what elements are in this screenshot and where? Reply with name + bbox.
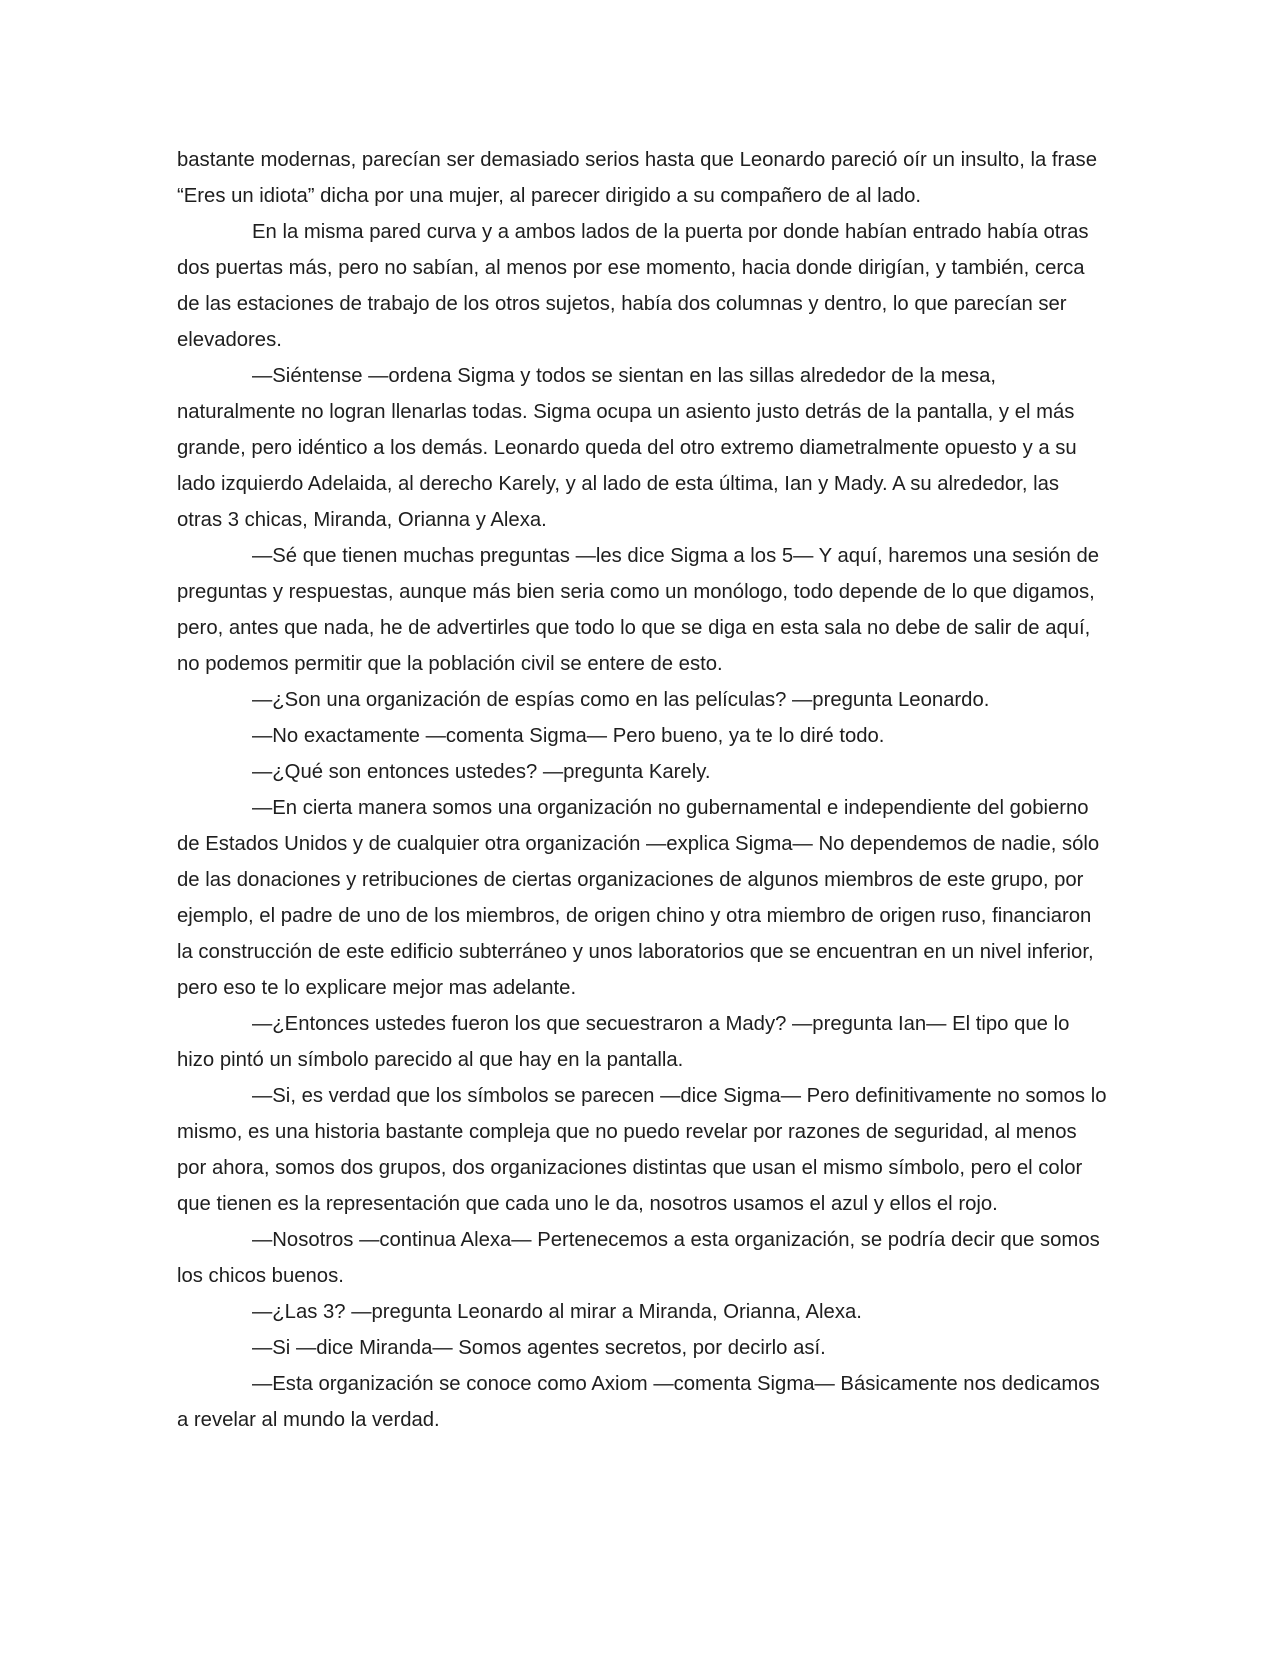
document-page [177,142,1107,1438]
paragraph: —Siéntense —ordena Sigma y todos se sientan en las sillas alrededor de la mesa, naturalmente no logran llenarlas todas. Sigma ocupa un asiento justo detrás de la pantalla, y el más grande, pero idéntico a los demás. Leonardo queda del otro extremo diametralmente opuesto y a su lado izquierdo Adelaida, al derecho Karely, y al lado de esta última, Ian y Mady. A su alrededor, las otras 3 chicas, Miranda, Orianna y Alexa. [177,365,1077,531]
paragraph: En la misma pared curva y a ambos lados de la puerta por donde habían entrado había otras dos puertas más, pero no sabían, al menos por ese momento, hacia donde dirigían, y también, cerca de las estaciones de trabajo de los otros sujetos, había dos columnas y dentro, lo que parecían ser elevadores. [177,221,1089,351]
paragraph: —En cierta manera somos una organización no gubernamental e independiente del gobierno de Estados Unidos y de cualquier otra organización —explica Sigma— No dependemos de nadie, sólo de las donaciones y retribuciones de ciertas organizaciones de algunos miembros de este grupo, por ejemplo, el padre de uno de los miembros, de origen chino y otra miembro de origen ruso, financiaron la construcción de este edificio subterráneo y unos laboratorios que se encuentran en un nivel inferior, pero eso te lo explicare mejor mas adelante. [177,797,1100,999]
paragraph: —¿Son una organización de espías como en las películas? —pregunta Leonardo. [252,689,990,711]
paragraph: —No exactamente —comenta Sigma— Pero bueno, ya te lo diré todo. [252,725,885,747]
paragraph: —Nosotros —continua Alexa— Pertenecemos a esta organización, se podría decir que somos los chicos buenos. [177,1229,1100,1287]
paragraph: —Esta organización se conoce como Axiom —comenta Sigma— Básicamente nos dedicamos a revelar al mundo la verdad. [177,1373,1100,1431]
paragraph: —¿Qué son entonces ustedes? —pregunta Karely. [252,761,711,783]
paragraph: —Si, es verdad que los símbolos se parecen —dice Sigma— Pero definitivamente no somos lo mismo, es una historia bastante compleja que no puedo revelar por razones de seguridad, al menos por ahora, somos dos grupos, dos organizaciones distintas que usan el mismo símbolo, pero el color que tienen es la representación que cada uno le da, nosotros usamos el azul y ellos el rojo. [177,1085,1107,1215]
paragraph: —¿Entonces ustedes fueron los que secuestraron a Mady? —pregunta Ian— El tipo que lo hizo pintó un símbolo parecido al que hay en la pantalla. [177,1013,1070,1071]
paragraph: —¿Las 3? —pregunta Leonardo al mirar a Miranda, Orianna, Alexa. [252,1301,862,1323]
paragraph: —Si —dice Miranda— Somos agentes secretos, por decirlo así. [252,1337,826,1359]
paragraph-continuation: bastante modernas, parecían ser demasiado serios hasta que Leonardo pareció oír un insulto, la frase “Eres un idiota” dicha por una mujer, al parecer dirigido a su compañero de al lado. [177,149,1097,207]
paragraph: —Sé que tienen muchas preguntas —les dice Sigma a los 5— Y aquí, haremos una sesión de preguntas y respuestas, aunque más bien seria como un monólogo, todo depende de lo que digamos, pero, antes que nada, he de advertirles que todo lo que se diga en esta sala no debe de salir de aquí, no podemos permitir que la población civil se entere de esto. [177,545,1100,675]
